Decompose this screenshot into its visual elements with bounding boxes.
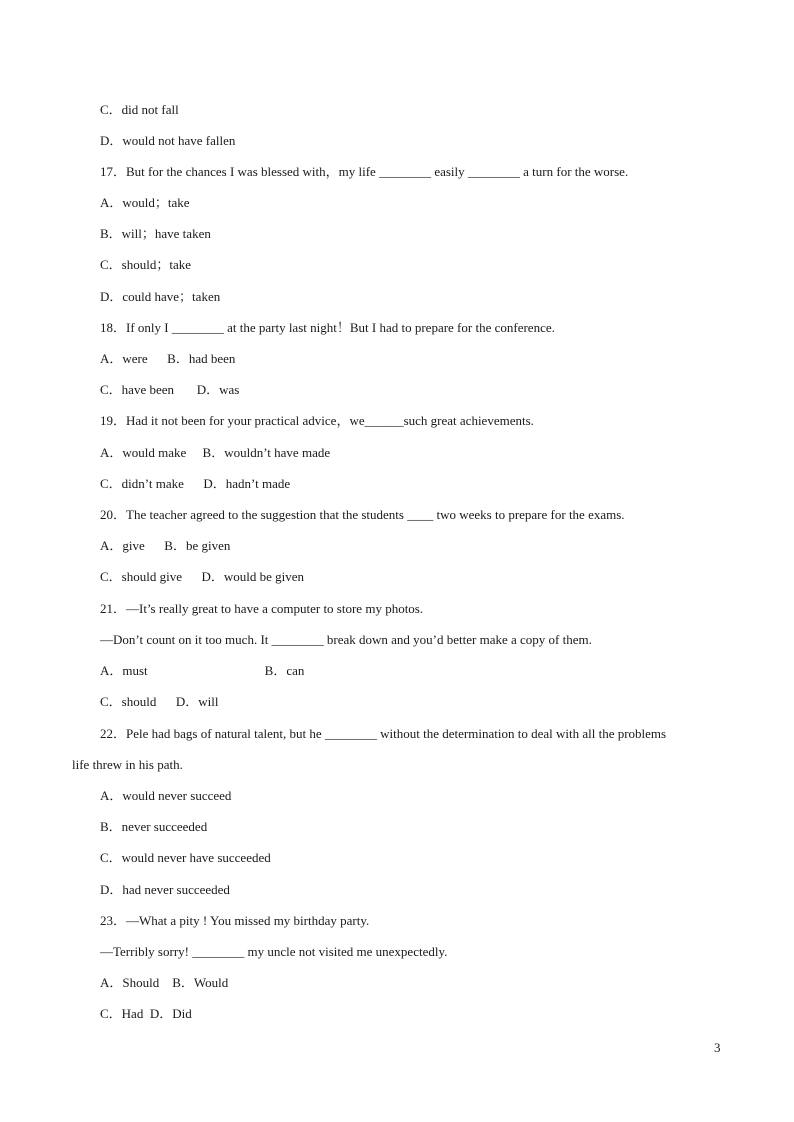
option-b-q17: B．will；have taken [100,226,211,241]
option-c-q17: C．should；take [100,257,191,272]
option-d-q17: D．could have；taken [100,289,221,304]
options-ab-q19: A．would make B．wouldn’t have made [100,445,331,460]
options-ab-q23: A．Should B．Would [100,975,229,990]
question-21: 21．—It’s really great to have a computer to store my photos. [100,601,424,616]
question-18: 18．If only I ________ at the party last night！But I had to prepare for the conference. [100,320,555,335]
option-a-q22: A．would never succeed [100,788,232,803]
question-20: 20．The teacher agreed to the suggestion that the students ____ two weeks to prepare for the exams. [100,507,625,522]
options-ab-q18: A．were B．had been [100,351,236,366]
options-cd-q19: C．didn’t make D．hadn’t made [100,476,291,491]
option-c-q22: C．would never have succeeded [100,850,271,865]
question-21-response: —Don’t count on it too much. It ________ break down and you’d better make a copy of them. [100,632,592,647]
option-b-q22: B．never succeeded [100,819,208,834]
option-d-q16: D．would not have fallen [100,133,236,148]
options-cd-q18: C．have been D．was [100,382,240,397]
question-19: 19．Had it not been for your practical advice，we______such great achievements. [100,413,534,428]
options-ab-q21: A．must B．can [100,663,305,678]
question-23: 23．—What a pity ! You missed my birthday party. [100,913,370,928]
page-number: 3 [714,1040,721,1055]
option-d-q22: D．had never succeeded [100,882,230,897]
question-17: 17．But for the chances I was blessed with，my life ________ easily ________ a turn for the worse. [100,164,629,179]
options-ab-q20: A．give B．be given [100,538,231,553]
option-a-q17: A．would；take [100,195,190,210]
options-cd-q23: C．Had D．Did [100,1006,192,1021]
option-c-q16: C．did not fall [100,102,179,117]
question-22-continued: life threw in his path. [72,757,183,772]
options-cd-q21: C．should D．will [100,694,219,709]
options-cd-q20: C．should give D．would be given [100,569,305,584]
question-23-response: —Terribly sorry! ________ my uncle not visited me unexpectedly. [100,944,448,959]
question-22: 22．Pele had bags of natural talent, but he ________ without the determination to deal with all the problems [100,726,667,741]
